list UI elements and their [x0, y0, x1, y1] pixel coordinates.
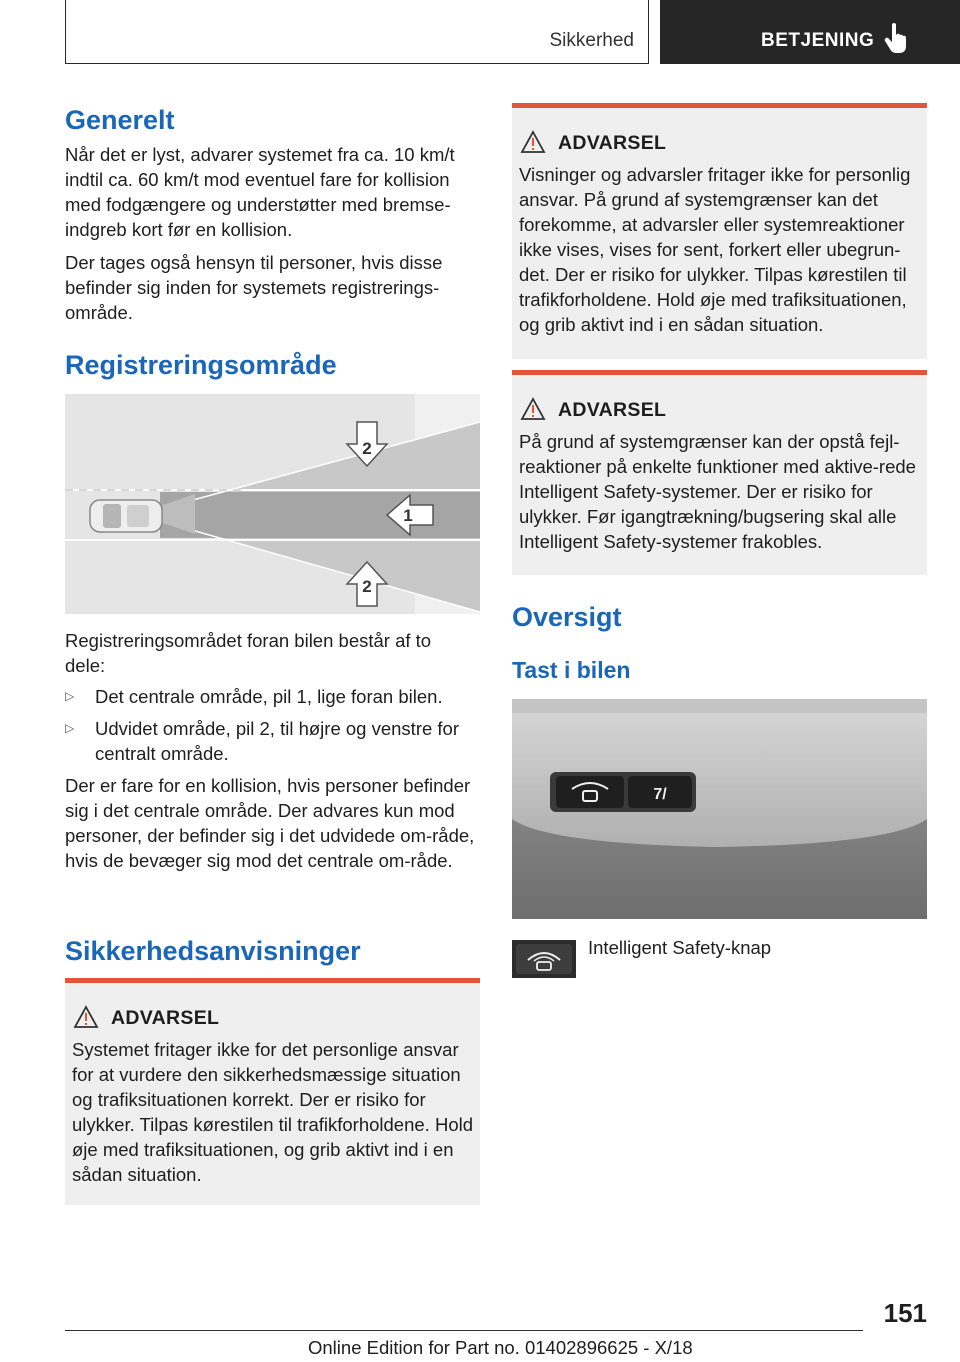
warning-text: Systemet fritager ikke for det personlige ansvar for at vurdere den sikkerhedsmæssige situation og trafiksituationen korrekt. Der er risiko for ulykker. Tilpas kørestilen til trafikforholdene. Hold øje med trafiksituationen, og grib aktivt ind i en sådan situation. [72, 1039, 474, 1185]
triangle-bullet-icon: ▷ [65, 721, 75, 735]
footer-edition-text: Online Edition for Part no. 01402896625 - X/18 [308, 1337, 693, 1358]
heading-tast-i-bilen: Tast i bilen [512, 657, 631, 683]
button-panel-photo [512, 699, 927, 919]
svg-text:2: 2 [362, 577, 372, 596]
paragraph-generelt-2: Der tages også hensyn til personer, hvis disse befinder sig inden for systemets registrerings-område. [65, 252, 443, 323]
car-icon [90, 500, 162, 532]
heading-oversigt: Oversigt [512, 602, 622, 632]
button-panel-illustration [512, 699, 927, 919]
warning-box-2 [512, 103, 927, 359]
paragraph-registreringsomraade: Registreringsområdet foran bilen består af to dele: [65, 630, 432, 676]
svg-text:7/: 7/ [653, 786, 667, 803]
pointing-hand-icon [883, 22, 911, 54]
footer-divider [65, 1330, 863, 1331]
paragraph-fare: Der er fare for en kollision, hvis personer befinder sig i det centrale område. Der advares kun mod personer, der befinder sig i det udvidede om-råde, hvis de bevæger sig mod det centrale om-råde. [65, 775, 475, 871]
page-number: 151 [883, 1298, 927, 1328]
warning-box-3 [512, 370, 927, 575]
header-section-title: Sikkerhed [549, 30, 634, 51]
warning-text: Visninger og advarsler fritager ikke for personlig ansvar. På grund af systemgrænser kan det forekomme, at advarsler eller systemreaktioner ikke vises, vises for sent, forkert eller ubegrun-det. Der er risiko for ulykker. Tilpas kørestilen til trafikforholdene. Hold øje med trafiksituationen, og grib aktivt ind i en sådan situation. [519, 164, 911, 335]
warning-triangle-icon [520, 397, 546, 421]
heading-generelt: Generelt [65, 105, 175, 135]
detection-area-figure [65, 394, 480, 614]
svg-text:2: 2 [362, 439, 372, 458]
header-section-box [65, 0, 649, 64]
warning-box-1 [65, 978, 480, 1205]
header-chapter-title: BETJENING [761, 30, 875, 51]
detection-area-diagram [65, 394, 480, 614]
triangle-bullet-icon: ▷ [65, 689, 75, 703]
warning-triangle-icon [520, 130, 546, 154]
warning-triangle-icon [73, 1005, 99, 1029]
heading-registreringsomraade: Registreringsområde [65, 350, 337, 380]
warning-title: ADVARSEL [558, 399, 667, 421]
warning-text: På grund af systemgrænser kan der opstå fejl-reaktioner på enkelte funktioner med aktive-rede Intelligent Safety-systemer. Der er risiko for ulykker. Før igangtrækning/bugsering skal alle Intelligent Safety-systemer frakobles. [519, 431, 916, 552]
svg-text:1: 1 [403, 506, 413, 525]
warning-title: ADVARSEL [111, 1007, 220, 1029]
heading-sikkerhedsanvisninger: Sikkerhedsanvisninger [65, 936, 361, 966]
intelligent-safety-button-icon [512, 940, 576, 978]
key-label: Intelligent Safety-knap [588, 937, 772, 958]
header-chapter-tab [660, 0, 960, 64]
warning-title: ADVARSEL [558, 132, 667, 154]
paragraph-generelt-1: Når det er lyst, advarer systemet fra ca. 10 km/t indtil ca. 60 km/t mod eventuel fare for kollision med fodgængere og understøtter med bremse-indgreb kort før en kollision. [65, 144, 455, 240]
